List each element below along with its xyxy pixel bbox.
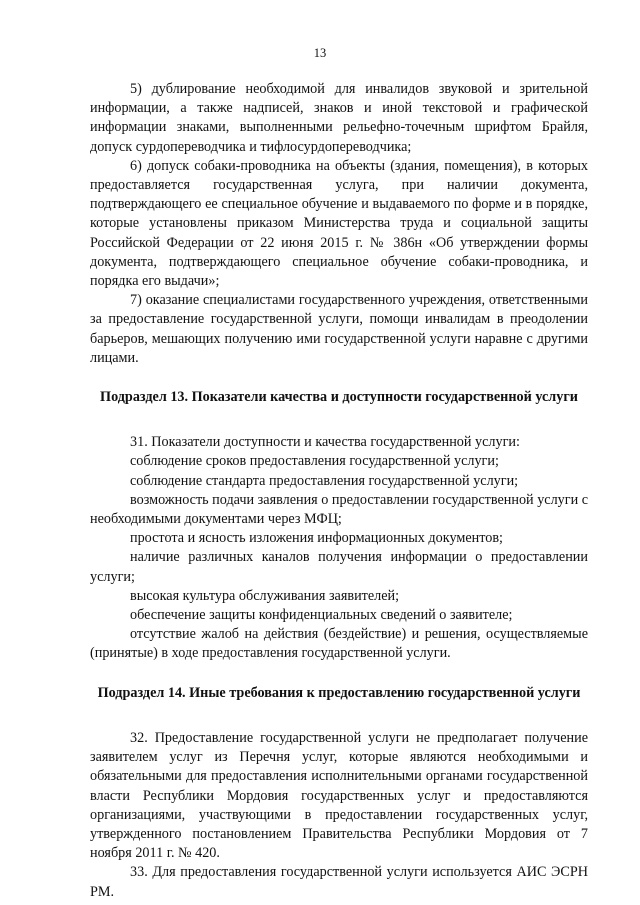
- list-item-clarity: простота и ясность изложения информационных документов;: [130, 530, 503, 547]
- list-item-privacy: обеспечение защиты конфиденциальных сведений о заявителе;: [130, 607, 513, 624]
- list-item-mfc: возможность подачи заявления о предоставлении государственной услуги с необходимыми документами через МФЦ;: [90, 491, 589, 528]
- paragraph-item-7: 7) оказание специалистами государственного учреждения, ответственными за предоставление государственной услуги, помощи инвалидам в преодолении барьеров, мешающих получению ими государственной услуги наравне с другими лицами.: [90, 292, 588, 366]
- paragraph-33: 33. Для предоставления государственной услуги используется АИС ЭСРН РМ.: [90, 864, 588, 900]
- list-item-channels: наличие различных каналов получения информации о предоставлении услуги;: [90, 549, 588, 585]
- page-number: 13: [313, 46, 327, 60]
- section-heading-14: Подраздел 14. Иные требования к предоставлению государственной услуги: [97, 684, 581, 701]
- list-item-no-complaints: отсутствие жалоб на действия (бездействие) и решения, осуществляемые (принятые) в ходе предоставления государственной услуги.: [90, 626, 588, 662]
- section-heading-13: Подраздел 13. Показатели качества и доступности государственной услуги: [100, 389, 578, 406]
- document-body: [90, 80, 588, 902]
- paragraph-31: 31. Показатели доступности и качества государственной услуги:: [130, 434, 520, 451]
- paragraph-32: 32. Предоставление государственной услуги не предполагает получение заявителем услуг из Перечня услуг, которые являются необходимыми и обязательными для предоставления исполнительными органами государственной власти Республики Мордовия государственных услуг и предоставляются организациями, участвующими в предоставлении государственных услуг, утвержденного постановлением Правительства Республики Мордовия от 7 ноября 2011 г. № 420.: [90, 729, 588, 862]
- list-item-culture: высокая культура обслуживания заявителей;: [130, 587, 400, 604]
- paragraph-item-6: 6) допуск собаки-проводника на объекты (здания, помещения), в которых предоставляется государственная услуга, при наличии документа, подтверждающего ее специальное обучение и выдаваемого по форме и в порядке, которые установлены приказом Министерства труда и социальной защиты Российской Федерации от 22 июня 2015 г. № 386н «Об утверждении формы документа, подтверждающего специальное обучение собаки-проводника, и порядка его выдачи»;: [90, 157, 588, 290]
- list-item-standard: соблюдение стандарта предоставления государственной услуги;: [130, 472, 519, 489]
- list-item-timeliness: соблюдение сроков предоставления государственной услуги;: [130, 453, 499, 470]
- paragraph-item-5: 5) дублирование необходимой для инвалидов звуковой и зрительной информации, а также надписей, знаков и иной текстовой и графической информации знаками, выполненными рельефно-точечным шрифтом Брайля, допуск сурдопереводчика и тифлосурдопереводчика;: [90, 81, 588, 155]
